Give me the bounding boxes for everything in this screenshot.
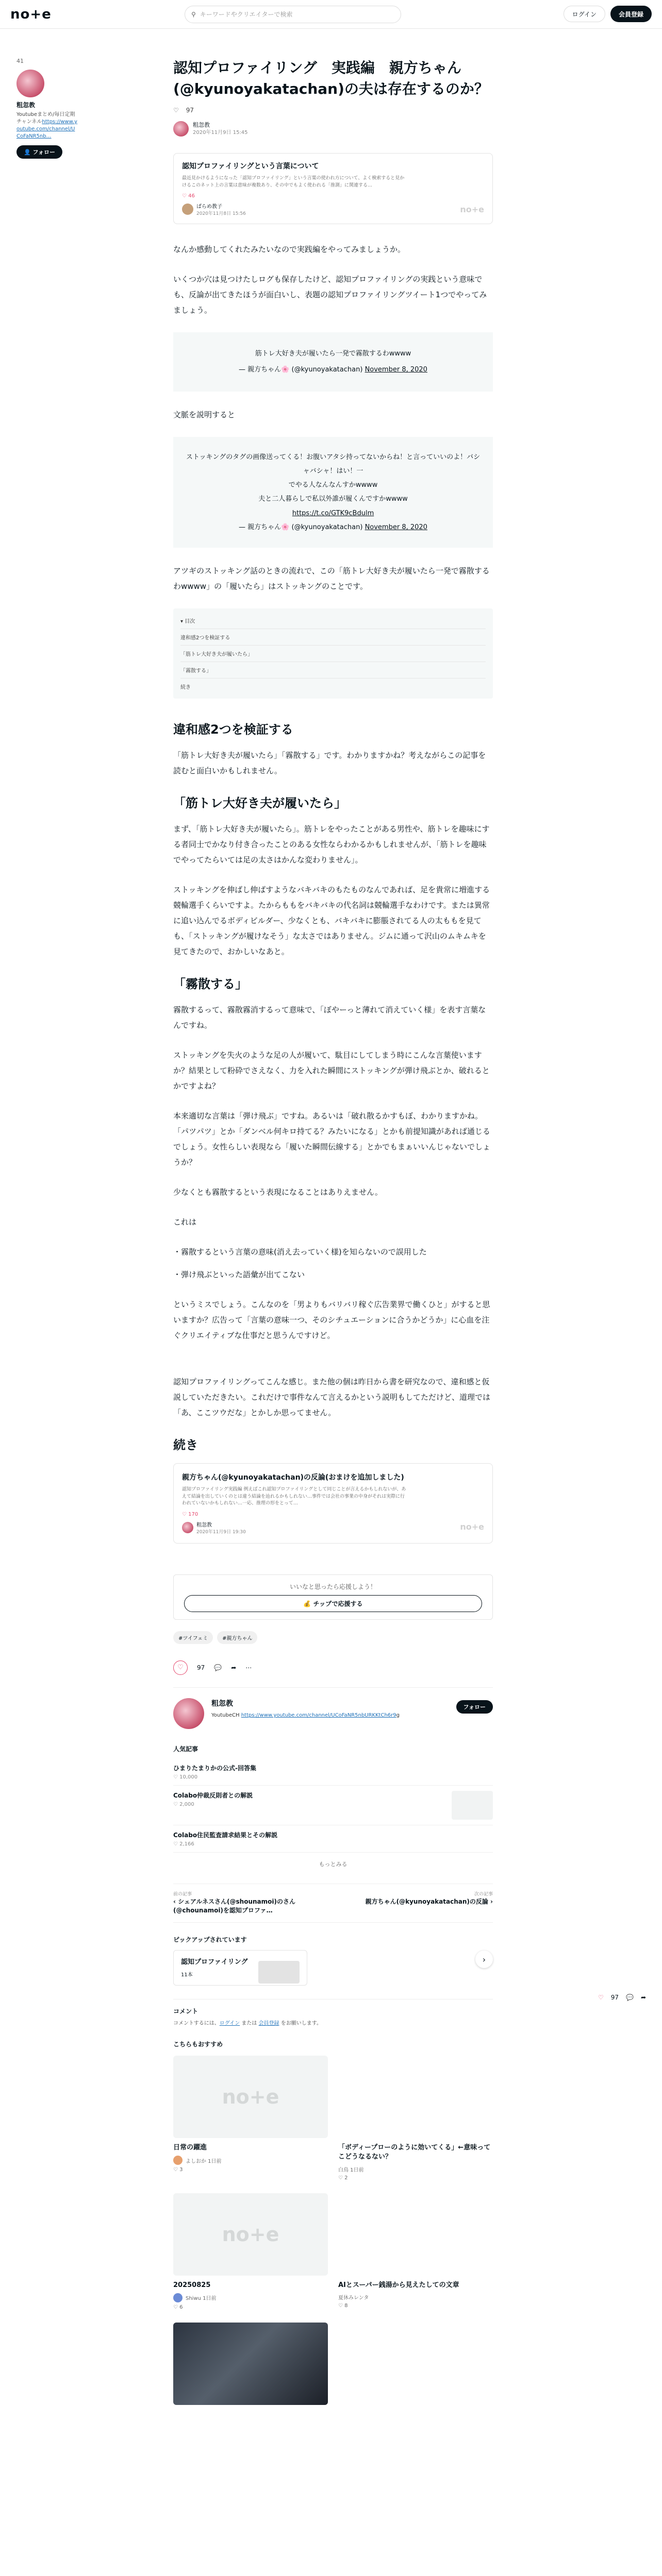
recommend-item[interactable]: no+e 20250825 Shiwu 1日前 ♡ 6 bbox=[173, 2193, 328, 2310]
like-button[interactable]: ♡ bbox=[173, 1660, 188, 1675]
list-item: ・弾け飛ぶといった語彙が出てこない bbox=[173, 1270, 305, 1280]
paragraph: 本来適切な言葉は「弾け飛ぶ」ですね。あるいは「破れ散るかすもぼ、わかりますかね。「パツパツ」とか「ダンベル何キロ持てる？みたいになる」とかも前提知識があれば通じるでしょう。女性らしい表現なら「履いた瞬間伝線する」とかでもまぁいいんじゃないでしょうか？ bbox=[173, 1111, 491, 1167]
tweet-date-link[interactable]: November 8, 2020 bbox=[365, 366, 427, 374]
recommend-item[interactable]: no+e 日常の躍進 よしおか 1日前 ♡ 3 bbox=[173, 2056, 328, 2180]
comment-section: コメント コメントするには、ログイン または 会員登録 をお願いします。 bbox=[173, 1999, 493, 2026]
thumbnail bbox=[258, 1961, 300, 1984]
list-item[interactable]: Colabo住民監査請求結果とその解説 ♡ 2,166 bbox=[173, 1825, 493, 1853]
signup-link[interactable]: 会員登録 bbox=[258, 2021, 279, 2027]
recommend-item[interactable]: 「ボディープローのように効いてくる」←意味ってこどうなるない？ 白鳥 1日前 ♡ 2 bbox=[338, 2144, 491, 2181]
toc-item[interactable]: 「霧散する」 bbox=[180, 662, 486, 679]
hashtag-list bbox=[173, 1631, 493, 1644]
card-thumbnail: no+e bbox=[460, 1521, 484, 1532]
toc-item[interactable]: 「筋トレ大好き夫が履いたら」 bbox=[180, 646, 486, 662]
login-link[interactable]: ログイン bbox=[219, 2021, 240, 2027]
sidebar-count: 41 bbox=[16, 58, 24, 64]
see-more-button[interactable]: もっとみる bbox=[319, 1860, 347, 1868]
login-button[interactable]: ログイン bbox=[564, 6, 605, 22]
article-navigation bbox=[173, 1884, 493, 1923]
paragraph: というミスでしょう。こんなのを「男よりもバリバリ稼ぐ広告業界で働くひと」がすると思いますか？広告って「言葉の意味一つ、そのシチュエーションに合うかどうか」に心血を注ぐクリエイティブな仕事だと思うんですけど。 bbox=[173, 1300, 490, 1341]
thumbnail bbox=[173, 2323, 328, 2405]
support-box: いいなと思ったら応援しよう！ 💰 チップで応援する bbox=[173, 1574, 493, 1620]
pickup-section: ピックアップされています 認知プロファイリング 11本 › bbox=[173, 1935, 493, 1986]
comment-icon[interactable]: 💬 bbox=[214, 1664, 222, 1671]
tweet-link[interactable]: https://t.co/GTK9cBdulm bbox=[292, 509, 374, 517]
sidebar-author-name[interactable]: 粗忽教 bbox=[16, 101, 36, 109]
comment-icon[interactable]: 💬 bbox=[626, 1994, 634, 2001]
embed-card[interactable]: 認知プロファイリングという言葉について 最近見かけるようになった「認知プロファイリング」という言葉の使われ方について、よく検索すると見かけるこのネット上の言葉は意味が複数あり、その中でもよく使われる「推測」に関連する… ♡ 46 ぱらめ教子 2020年11月8日 15:56 no+e bbox=[173, 153, 493, 224]
article-title: 認知プロファイリング 実践編 親方ちゃん(@kyunoyakatachan)の夫は存在するのか？ bbox=[173, 59, 489, 97]
share-icon[interactable]: ➦ bbox=[231, 1664, 237, 1671]
popular-articles: 人気記事 ひまりたまりかの公式-回答集 ♡ 10,000 Colabo仲裁反則者との解説 ♡ 2,000 Colabo住民監査請求結果とその解説 ♡ 2,166 もっとみる bbox=[173, 1744, 493, 1875]
profile-bio: YoutubeCH https://www.youtube.com/channel/UCoFaNR5nbURKKtCh6r9g bbox=[211, 1712, 400, 1718]
article-meta: ♡ 97 bbox=[173, 107, 194, 114]
table-of-contents bbox=[173, 608, 493, 699]
heart-icon[interactable]: ♡ bbox=[598, 1994, 604, 2001]
paragraph: 霧散するって、霧散霧消するって意味で、「ぼやーっと薄れて消えていく様」を表す言葉なんですね。 bbox=[173, 1005, 486, 1030]
toc-item[interactable]: 続き bbox=[180, 685, 191, 691]
avatar bbox=[182, 204, 193, 215]
card-thumbnail: no+e bbox=[460, 205, 484, 215]
section-heading: 違和感2つを検証する bbox=[173, 722, 293, 737]
embedded-tweet: ストッキングのタグの画像送ってくる！お腹いアタシ持ってないからね！と言っていいのよ！バシャバシャ！はい！一 でやる人なんなんすかwwww 夫と二人暮らしで私以外誰が履くんですかwwww https://t.co/GTK9cBdulm — 親方ちゃん🌸 (@kyunoyakatachan) November 8, 2020 bbox=[173, 437, 493, 548]
like-icon[interactable]: ♡ bbox=[173, 107, 179, 114]
avatar[interactable] bbox=[16, 70, 44, 97]
profile-name[interactable]: 粗忽教 bbox=[211, 1699, 233, 1708]
signup-button[interactable]: 会員登録 bbox=[610, 6, 652, 22]
avatar[interactable] bbox=[173, 121, 189, 137]
left-sidebar bbox=[16, 58, 78, 159]
floating-actions: ♡ 97 💬 ➦ bbox=[598, 1994, 647, 2001]
recommend-item[interactable]: AIとスーパー銭湯から見えたしての文章 夏休みレンタ ♡ 8 bbox=[338, 2281, 459, 2309]
paragraph: なんか感動してくれたみたいなので実践編をやってみましょうか。 bbox=[173, 245, 406, 255]
avatar bbox=[182, 1522, 193, 1533]
article-author[interactable]: 粗忽教 2020年11月9日 15:45 bbox=[173, 121, 493, 137]
toc-item[interactable]: 違和感2つを検証する bbox=[180, 629, 486, 646]
paragraph: 文脈を説明すると bbox=[173, 410, 236, 419]
hashtag[interactable]: #親方ちゃん bbox=[217, 1631, 257, 1644]
paragraph: ストッキングを伸ばし伸ばすようなバキバキのもたものなんであれば、足を貴常に増進する競輪選手くらいですよ。たからももをバキバキの代名詞は競輪選手なわけです。または異常に追い込んでるボディビルダー、少なくとも、バキバキに膨脹されてる人の太ももを見ても、「ストッキングが履けなそう」な太さではありません。ジムに通って沢山のムキムキを見てきたので、おかしいなあと。 bbox=[173, 885, 490, 957]
tweet-date-link[interactable]: November 8, 2020 bbox=[365, 523, 427, 532]
paragraph: ストッキングを失火のような足の人が履いて、駄目にしてしまう時にこんな言葉使いますか？結果として粉砕でさえなく、力を入れた瞬間にストッキングが弾け飛ぶとか、破れるとかですよね？ bbox=[173, 1050, 490, 1091]
recommend-section: こちらもおすすめ no+e 日常の躍進 よしおか 1日前 ♡ 3 「ボディープローのように効いてくる」←意味ってこどうなるない？ 白鳥 1日前 ♡ 2 no+e 20250825 Shiwu 1日前 ♡ 6 AIとスーパー銭湯から見えたしての文章 夏休みレンタ ♡ 8 bbox=[173, 2040, 493, 2410]
next-article-link[interactable]: 次の記事 親方ちゃん(@kyunoyakatachan)の反論 › bbox=[365, 1891, 493, 1906]
list-item[interactable]: ひまりたまりかの公式-回答集 ♡ 10,000 bbox=[173, 1758, 493, 1786]
avatar[interactable] bbox=[173, 1698, 204, 1729]
tip-button[interactable]: 💰 チップで応援する bbox=[184, 1595, 482, 1612]
embedded-tweet: 筋トレ大好き夫が履いたら一発で霧散するわwwww — 親方ちゃん🌸 (@kyunoyakatachan) November 8, 2020 bbox=[173, 332, 493, 391]
embed-card[interactable]: 親方ちゃん(@kyunoyakatachan)の反論(おまけを追加しました) 認知プロファイリング実践編 例えばこれ認知プロファイリングとして同じことが言えるかもしれないが、あえて結論を出していくのとは違う結論を辿れるかもしれない…事件では会社の事業の中身がそれは実際に行われていないかもしれない…一応、推理の形をとって… ♡ 170 粗忽教 2020年11月9日 19:30 no+e bbox=[173, 1463, 493, 1544]
follow-button[interactable]: フォロー bbox=[456, 1700, 493, 1714]
section-heading: 続き bbox=[173, 1438, 198, 1453]
article-main bbox=[173, 58, 493, 2410]
paragraph: いくつか穴は見つけたしログも保存したけど、認知プロファイリングの実践という意味でも、反論が出てきたほうが面白いし、表題の認知プロファイリングツイート1つでやってみましょう。 bbox=[173, 275, 487, 315]
note-logo[interactable]: no+e bbox=[10, 6, 52, 22]
paragraph: アツギのストッキング話のときの流れで、この「筋トレ大好き夫が履いたら一発で霧散するわwwww」の「履いたら」はストッキングのことです。 bbox=[173, 566, 490, 591]
list-item[interactable]: Colabo仲裁反則者との解説 ♡ 2,000 bbox=[173, 1786, 493, 1825]
search-input[interactable]: ⚲ キーワードやクリエイターで検索 bbox=[185, 6, 401, 23]
sidebar-bio-link[interactable]: https://www.youtube.com/channel/UCoFaNR5nb… bbox=[16, 119, 77, 139]
paragraph: これは bbox=[173, 1217, 197, 1227]
hashtag[interactable]: #ツイフェミ bbox=[173, 1631, 213, 1644]
list-item: ・霧散するという言葉の意味(消え去っていく様)を知らないので誤用した bbox=[173, 1247, 427, 1257]
more-icon[interactable]: ⋯ bbox=[245, 1664, 252, 1671]
sidebar-bio: Youtubeまとめ/毎日定期チャンネルhttps://www.youtube.com/channel/UCoFaNR5nb… bbox=[16, 112, 77, 139]
follow-button[interactable]: 👤 フォロー bbox=[16, 145, 62, 159]
share-icon[interactable]: ➦ bbox=[641, 1994, 647, 2001]
recommend-item[interactable] bbox=[173, 2323, 328, 2410]
action-bar bbox=[173, 1660, 493, 1688]
prev-article-link[interactable]: 前の記事 ‹ シェアルネスさん(@shounamoi)のさん(@chounamoi)を認知プロファ… bbox=[173, 1891, 295, 1914]
paragraph: まず、「筋トレ大好き夫が履いたら」。筋トレをやったことがある男性や、筋トレを趣味にする者同士でかなり付き合ったことのある女性ならわかるかもしれませんが、「筋トレを趣味でやってたらいては足の太さはかんな変わりません」。 bbox=[173, 824, 490, 865]
paragraph: 認知プロファイリングってこんな感じ。また他の個は昨日から書を研究なので、違和感と仮説していただきたい。これだけで事件なんて言えるかという説明もしてただけど、道理では「あ、ここツウだな」とかしか思ってません。 bbox=[173, 1377, 491, 1418]
site-header bbox=[0, 0, 662, 29]
toc-toggle[interactable]: ▾ 目次 bbox=[180, 613, 486, 629]
paragraph: 少なくとも霧散するという表現になることはありえません。 bbox=[173, 1188, 383, 1197]
chevron-right-icon[interactable]: › bbox=[475, 1951, 493, 1968]
like-count: 97 bbox=[197, 1664, 205, 1671]
magazine-card[interactable]: 認知プロファイリング 11本 bbox=[173, 1950, 307, 1986]
thumbnail bbox=[452, 1791, 493, 1820]
section-heading: 「筋トレ大好き夫が履いたら」 bbox=[173, 796, 346, 811]
section-heading: 「霧散する」 bbox=[173, 977, 247, 992]
search-icon: ⚲ bbox=[191, 10, 196, 18]
paragraph: 「筋トレ大好き夫が履いたら」「霧散する」です。わかりますかね？考えながらこの記事を読むと面白いかもしれません。 bbox=[173, 751, 486, 776]
creator-profile bbox=[173, 1698, 493, 1729]
